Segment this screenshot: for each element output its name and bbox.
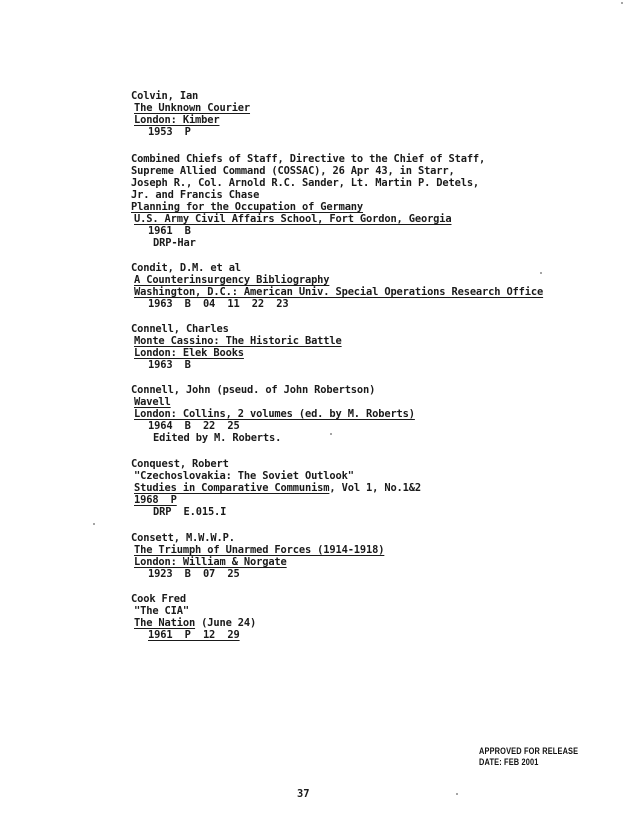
entry-publisher: London: Elek Books [134,347,244,359]
scan-speck [93,523,95,525]
entry-article-title: "The CIA" [134,605,189,617]
entry-publisher: London: Collins, 2 volumes (ed. by M. Roberts) [134,408,415,420]
entry-publisher: Washington, D.C.: American Univ. Special Operations Research Office [134,286,544,298]
entry-article-title: "Czechoslovakia: The Soviet Outlook" [134,470,354,482]
scan-speck [621,2,623,4]
entry-title: Wavell [134,396,171,408]
entry-journal: The Nation [134,617,196,629]
entry-note: DRP-Har [153,237,196,249]
entry-year-code: 1968 P [134,494,177,506]
bibliography-entry-condit [131,262,543,310]
entry-year-code: 1923 B 07 25 [148,568,240,580]
entry-author-line: Jr. and Francis Chase [131,189,260,201]
bibliography-entry-combined-chiefs [131,153,485,249]
bibliography-entry-conquest [131,458,421,518]
entry-author: Connell, Charles [131,323,229,335]
scan-speck [540,272,542,274]
bibliography-entry-consett [131,532,384,580]
entry-author: Colvin, Ian [131,90,199,102]
entry-author: Connell, John (pseud. of John Robertson) [131,384,376,396]
release-stamp-line2: DATE: FEB 2001 [479,757,539,767]
entry-title: Monte Cassino: The Historic Battle [134,335,342,347]
entry-publisher: London: Kimber [134,114,220,126]
bibliography-entry-connell-john [131,384,415,444]
entry-volume: , Vol 1, No.1&2 [329,482,421,494]
entry-year-code: 1961 B [148,225,191,237]
bibliography-entry-connell-charles [131,323,342,371]
entry-title: A Counterinsurgency Bibliography [134,274,330,286]
entry-author: Conquest, Robert [131,458,229,470]
entry-author-line: Combined Chiefs of Staff, Directive to the Chief of Staff, [131,153,486,165]
release-stamp [479,746,578,768]
entry-author-line: Supreme Allied Command (COSSAC), 26 Apr 43, in Starr, [131,165,455,177]
release-stamp-line1: APPROVED FOR RELEASE [479,746,579,756]
entry-title: The Triumph of Unarmed Forces (1914-1918) [134,544,385,556]
entry-year-code: 1953 P [148,126,191,138]
bibliography-entry-cook [131,593,256,641]
page-number: 37 [297,788,310,800]
entry-journal: Studies in Comparative Communism [134,482,330,494]
entry-title: Planning for the Occupation of Germany [131,201,364,213]
scan-speck [456,793,458,795]
entry-author: Consett, M.W.W.P. [131,532,235,544]
entry-note: Edited by M. Roberts. [153,432,282,444]
entry-year-code: 1961 P 12 29 [148,629,240,641]
entry-author: Cook Fred [131,593,186,605]
entry-title: The Unknown Courier [134,102,251,114]
entry-year-code: 1963 B 04 11 22 23 [148,298,289,310]
entry-issue-date: (June 24) [195,617,257,629]
bibliography-entry-colvin [131,90,250,138]
entry-author: Condit, D.M. et al [131,262,241,274]
entry-year-code: 1964 B 22 25 [148,420,240,432]
entry-publisher: London: William & Norgate [134,556,287,568]
entry-publisher: U.S. Army Civil Affairs School, Fort Gordon, Georgia [134,213,452,225]
entry-author-line: Joseph R., Col. Arnold R.C. Sander, Lt. Martin P. Detels, [131,177,480,189]
entry-year-code: 1963 B [148,359,191,371]
scan-speck [330,433,332,435]
entry-note: DRP E.015.I [153,506,227,518]
